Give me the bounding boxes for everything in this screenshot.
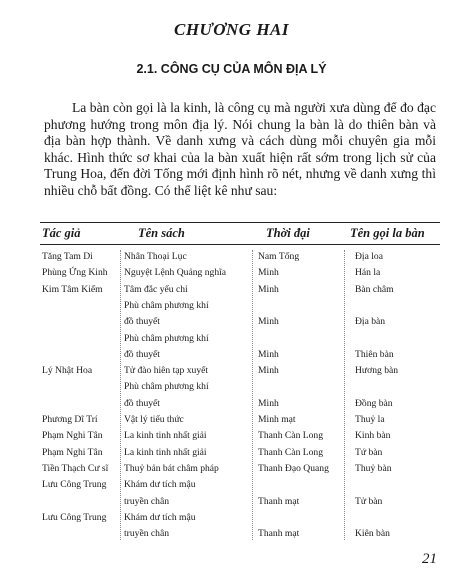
author-cell: Lưu Công Trung: [42, 511, 107, 523]
table-row: [40, 347, 440, 363]
table-row: [40, 298, 440, 314]
book-cell: Khám dư tích mậu: [124, 511, 196, 523]
table-row: [40, 265, 440, 281]
era-cell: Thanh mạt: [258, 528, 300, 540]
book-cell: La kinh tinh nhất giải: [124, 446, 207, 458]
book-cell: đồ thuyết: [124, 316, 160, 328]
header-author: Tác giả: [42, 226, 81, 240]
table-row: [40, 494, 440, 510]
book-cell: đồ thuyết: [124, 397, 160, 409]
compass-name-cell: Hán la: [355, 267, 381, 279]
author-cell: Lưu Công Trung: [42, 479, 107, 491]
compass-name-cell: Hương bàn: [355, 365, 399, 377]
table-row: [40, 445, 440, 461]
era-cell: Minh: [258, 348, 279, 360]
table-row: [40, 314, 440, 330]
table-row: [40, 396, 440, 412]
compass-name-cell: Thiên bàn: [355, 348, 394, 360]
chapter-title: CHƯƠNG HAI: [174, 20, 289, 39]
table-row: [40, 331, 440, 347]
book-cell: Thuỷ bản bát châm pháp: [124, 462, 219, 474]
era-cell: Minh mạt: [258, 414, 296, 425]
book-cell: Khám dư tích mậu: [124, 479, 196, 491]
page-number: 21: [422, 551, 437, 567]
author-cell: Phạm Nghi Tân: [42, 430, 103, 442]
author-cell: Tăng Tam Di: [42, 251, 93, 262]
table-row: [40, 363, 440, 379]
compass-name-cell: Đồng bàn: [355, 397, 393, 409]
header-era: Thời đại: [266, 226, 310, 240]
author-cell: Tiền Thạch Cư sĩ: [42, 462, 109, 474]
author-cell: Phương Dĩ Trí: [42, 414, 98, 425]
table-row: [40, 249, 440, 265]
book-cell: Tử đào hiên tạp xuyết: [124, 365, 209, 377]
body-paragraph: La bàn còn gọi là la kinh, là công cụ mà người xưa dùng để đo đạc phương hướng trong môn địa lý. Nói chung la bàn là do thiên bàn và địa bàn hợp thành. Về danh xưng và cách dùng mỗi chuyên gia mỗi khác. Hình thức sơ khai của la bàn xuất hiện rất sớm trong lịch sử của Trung Hoa, đến đời Tống mới định hình rõ nét, nhưng về danh xưng thì nhiều chỗ bất đồng. Có thể liệt kê như sau:: [44, 100, 436, 198]
table-top-rule: [40, 222, 440, 223]
book-cell: Nhân Thoại Lục: [124, 251, 187, 262]
author-cell: Lý Nhật Hoa: [42, 365, 93, 377]
table-row: [40, 461, 440, 477]
compass-name-cell: Kiên bàn: [355, 528, 390, 540]
compass-name-cell: Tử bàn: [355, 495, 383, 507]
era-cell: Thanh mạt: [258, 495, 300, 507]
table-row: [40, 412, 440, 428]
table-row: [40, 282, 440, 298]
author-cell: Kim Tâm Kiếm: [42, 283, 103, 295]
era-cell: Thanh Đạo Quang: [258, 462, 329, 474]
era-cell: Minh: [258, 397, 279, 409]
header-compass-name: Tên gọi la bàn: [350, 226, 425, 240]
compass-name-cell: Địa loa: [355, 251, 383, 262]
book-cell: Phù châm phương khí: [124, 332, 209, 344]
table-header-rule: [40, 244, 440, 245]
book-cell: Vật lý tiểu thức: [124, 414, 184, 425]
book-cell: truyền chân: [124, 495, 170, 507]
compass-name-cell: Thuỷ bàn: [355, 462, 392, 474]
era-cell: Thanh Càn Long: [258, 446, 324, 458]
era-cell: Minh: [258, 316, 279, 328]
era-cell: Minh: [258, 365, 279, 377]
book-cell: Phù châm phương khí: [124, 381, 209, 393]
era-cell: Minh: [258, 283, 279, 295]
table-row: [40, 379, 440, 395]
table-row: [40, 526, 440, 542]
table-row: [40, 510, 440, 526]
compass-name-cell: Tứ bàn: [355, 446, 383, 458]
book-cell: Tâm đắc yếu chỉ: [124, 283, 188, 295]
book-cell: truyền chân: [124, 528, 170, 540]
book-cell: Nguyệt Lệnh Quảng nghĩa: [124, 267, 227, 279]
header-book: Tên sách: [138, 226, 185, 240]
section-title: 2.1. CÔNG CỤ CỦA MÔN ĐỊA LÝ: [136, 62, 327, 76]
era-cell: Thanh Càn Long: [258, 430, 324, 442]
era-cell: Nam Tống: [258, 251, 300, 262]
compass-name-cell: Kinh bàn: [355, 430, 391, 442]
author-cell: Phạm Nghi Tân: [42, 446, 103, 458]
book-cell: Phù châm phương khí: [124, 299, 209, 311]
book-cell: đồ thuyết: [124, 348, 160, 360]
compass-name-cell: Bàn châm: [355, 283, 394, 295]
compass-name-cell: Địa bàn: [355, 316, 386, 328]
book-cell: La kinh tinh nhất giải: [124, 430, 207, 442]
compass-name-cell: Thuỷ la: [355, 414, 385, 425]
author-cell: Phùng Ứng Kinh: [42, 267, 108, 279]
table-row: [40, 428, 440, 444]
era-cell: Minh: [258, 267, 279, 279]
table-row: [40, 477, 440, 493]
